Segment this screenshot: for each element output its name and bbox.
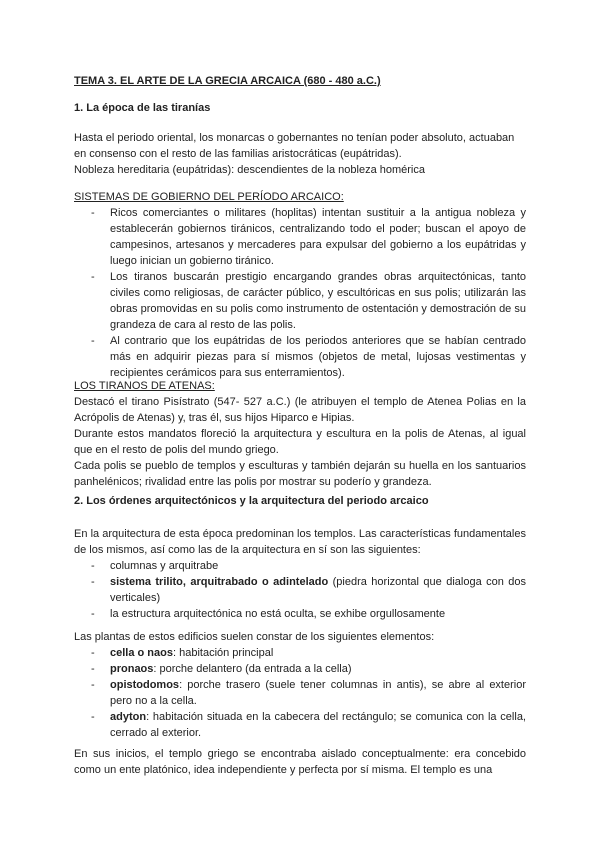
plantas-block [74, 629, 526, 741]
definition: (piedra horizontal que dialoga con dos verticales) [110, 576, 527, 604]
list-item: - la estructura arquitectónica no está oculta, se exhibe orgullosamente [110, 606, 526, 622]
list-item [110, 709, 526, 741]
paragraph: Cada polis se pueblo de templos y esculturas y también dejarán su huella en los santuarios panhelénicos; rivalidad entre las polis por mostrar su poderío y grandeza. [74, 460, 526, 488]
tiranos-block [74, 378, 526, 490]
plantas-list [74, 645, 526, 741]
section-1-intro [74, 130, 526, 178]
list-item: - Los tiranos buscarán prestigio encargando grandes obras arquitectónicas, tanto civiles como religiosas, de carácter público, y escultóricas en sus polis; utilizarán las obras promovidas en su polis como instrumento de ostentación y demostración de su grandeza de cara al resto de las polis. [110, 269, 526, 333]
term: cella o naos [110, 647, 173, 659]
list-item [110, 574, 526, 606]
term: adyton [110, 711, 147, 723]
list-item [110, 645, 526, 661]
list-item: - Al contrario que los eupátridas de los periodos anteriores que se habían centrado más en adquirir piezas para sí mismos (objetos de metal, lujosas vestimentas y recipientes cerámicos para sus enterramientos). [110, 333, 526, 381]
term: sistema trilito, arquitrabado o adintelado [110, 576, 329, 588]
definition: : habitación principal [172, 647, 274, 659]
sistemas-block [74, 189, 526, 381]
paragraph: Nobleza hereditaria (eupátridas): descendientes de la nobleza homérica [74, 164, 425, 176]
section-2-heading: 2. Los órdenes arquitectónicos y la arquitectura del periodo arcaico [74, 495, 429, 507]
definition: : porche delantero (da entrada a la cella) [153, 663, 352, 675]
list-item: - columnas y arquitrabe [110, 558, 526, 574]
list-item: - Ricos comerciantes o militares (hoplitas) intentan sustituir a la antigua nobleza y establecerán gobiernos tiránicos, centralizando todo el poder; buscan el apoyo de campesinos, artesanos y mercaderes para expulsar del gobierno a los eupátridas y luego inician un gobierno tiránico. [110, 205, 526, 269]
final-paragraph: En sus inicios, el templo griego se encontraba aislado conceptualmente: era concebido como un ente platónico, idea independiente y perfecta por sí misma. El templo es una [74, 748, 526, 776]
tiranos-heading: LOS TIRANOS DE ATENAS: [74, 380, 215, 392]
list-item [110, 677, 526, 709]
paragraph: Hasta el periodo oriental, los monarcas o gobernantes no tenían poder absoluto, actuaban en consenso con el resto de las familias aristocráticas (eupátridas). [74, 132, 515, 160]
paragraph: Las plantas de estos edificios suelen constar de los siguientes elementos: [74, 631, 435, 643]
paragraph: En la arquitectura de esta época predominan los templos. Las características fundamentales de los mismos, así como las de la arquitectura en sí son las siguientes: [74, 528, 526, 556]
term: pronaos [110, 663, 154, 675]
paragraph: Destacó el tirano Pisístrato (547- 527 a.C.) (le atribuyen el templo de Atenea Polias en la Acrópolis de Atenas) y, tras él, sus hijos Hiparco e Hipias. [74, 396, 526, 424]
caracteristicas-block [74, 526, 526, 622]
paragraph: Durante estos mandatos floreció la arquitectura y escultura en la polis de Atenas, al igual que en el resto de polis del mundo griego. [74, 428, 526, 456]
caracteristicas-list [74, 558, 526, 622]
list-item [110, 661, 526, 677]
term: opistodomos [110, 679, 180, 691]
definition: : habitación situada en la cabecera del rectángulo; se comunica con la cella, cerrado al exterior. [110, 711, 526, 739]
sistemas-heading: SISTEMAS DE GOBIERNO DEL PERÍODO ARCAICO: [74, 191, 344, 203]
section-1-heading: 1. La época de las tiranías [74, 102, 211, 114]
sistemas-list [74, 205, 526, 381]
definition: : porche trasero (suele tener columnas in antis), se abre al exterior pero no a la cella. [110, 679, 526, 707]
document-title: TEMA 3. EL ARTE DE LA GRECIA ARCAICA (680 - 480 a.C.) [74, 75, 381, 87]
